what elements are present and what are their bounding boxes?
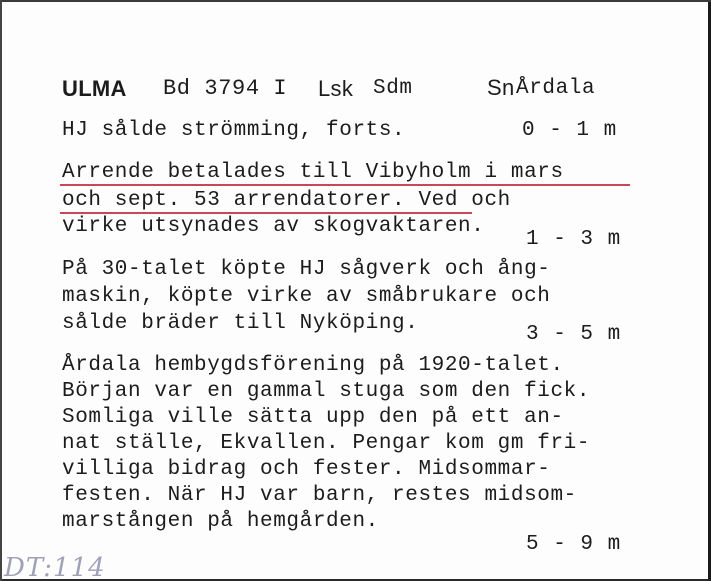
text-line-9: Början var en gammal stuga som den fick. bbox=[62, 380, 591, 403]
text-line-3: och sept. 53 arrendatorer. Ved och bbox=[62, 189, 511, 212]
text-line-6: maskin, köpte virke av småbrukare och bbox=[62, 285, 551, 308]
text-line-1: HJ sålde strömming, forts. bbox=[62, 119, 406, 142]
time-range-3: 3 - 5 m bbox=[526, 323, 622, 346]
underline-line-2 bbox=[60, 184, 630, 186]
time-range-1: 0 - 1 m bbox=[522, 119, 618, 142]
text-line-2: Arrende betalades till Vibyholm i mars bbox=[62, 161, 564, 184]
sdm-label: Sdm bbox=[373, 77, 413, 100]
text-line-11: nat ställe, Ekvallen. Pengar kom gm fri- bbox=[62, 432, 591, 455]
lsk-label: Lsk bbox=[318, 76, 354, 101]
archive-name: ULMA bbox=[62, 76, 127, 101]
text-line-4: virke utsynades av skogvaktaren. bbox=[62, 215, 485, 238]
parish-name: Årdala bbox=[516, 77, 596, 100]
time-range-2: 1 - 3 m bbox=[526, 228, 622, 251]
archive-reference: Bd 3794 I bbox=[163, 76, 288, 101]
card-top-edge bbox=[0, 0, 711, 2]
text-line-13: festen. När HJ var barn, restes midsom- bbox=[62, 484, 577, 507]
text-line-8: Årdala hembygdsförening på 1920-talet. bbox=[62, 354, 564, 377]
time-range-4: 5 - 9 m bbox=[526, 533, 622, 556]
text-line-14: marstången på hemgården. bbox=[62, 510, 379, 533]
text-line-7: sålde bräder till Nyköping. bbox=[62, 312, 419, 335]
text-line-10: Somliga ville sätta upp den på ett an- bbox=[62, 406, 564, 429]
archive-stamp: DT:114 bbox=[4, 553, 106, 581]
sn-label: Sn bbox=[487, 75, 515, 100]
card-left-edge bbox=[0, 0, 2, 581]
text-line-5: På 30-talet köpte HJ sågverk och ång- bbox=[62, 258, 551, 281]
text-line-12: villiga bidrag och fester. Midsommar- bbox=[62, 458, 551, 481]
